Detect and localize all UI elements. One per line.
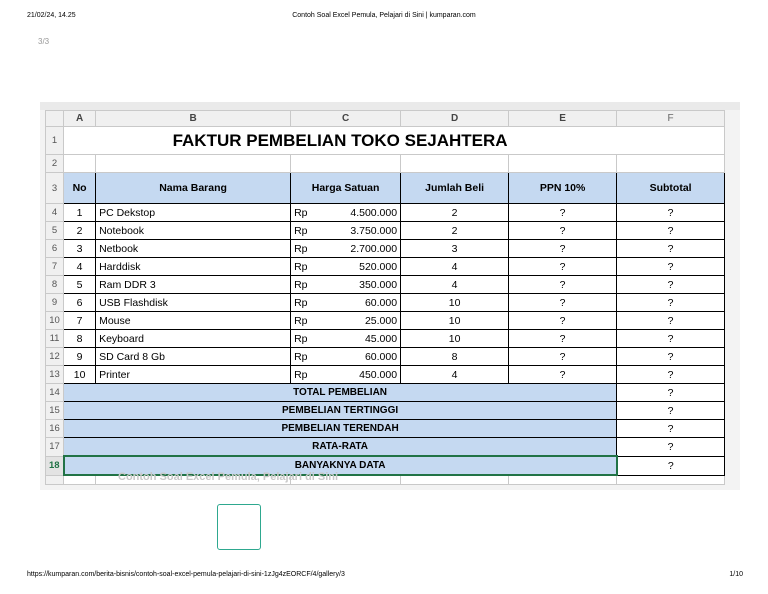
footer-page-number: 1/10 bbox=[729, 571, 743, 578]
spreadsheet-toolbar-strip bbox=[40, 102, 740, 110]
cell-quantity[interactable]: 2 bbox=[401, 222, 509, 240]
cell-no[interactable]: 9 bbox=[64, 348, 96, 366]
row-number[interactable]: 9 bbox=[46, 294, 64, 312]
table-row bbox=[46, 348, 725, 366]
invoice-spreadsheet bbox=[45, 110, 725, 485]
summary-row bbox=[46, 384, 725, 402]
cell-ppn[interactable]: ? bbox=[509, 330, 617, 348]
header-cell-ppn[interactable]: PPN 10% bbox=[509, 173, 617, 204]
cell-ppn[interactable]: ? bbox=[509, 240, 617, 258]
cell-no[interactable]: 7 bbox=[64, 312, 96, 330]
cell-no[interactable]: 5 bbox=[64, 276, 96, 294]
select-all-corner[interactable] bbox=[46, 111, 64, 127]
row-number[interactable]: 18 bbox=[46, 456, 64, 475]
cell-subtotal[interactable]: ? bbox=[617, 204, 725, 222]
summary-value[interactable]: ? bbox=[617, 420, 725, 438]
cell-item-name[interactable]: Ram DDR 3 bbox=[96, 276, 291, 294]
cell bbox=[401, 475, 509, 485]
cell-unit-price[interactable]: 60.000 bbox=[317, 348, 401, 366]
watermark-caption: Contoh Soal Excel Pemula, Pelajari di Sini bbox=[118, 471, 339, 483]
cell-ppn[interactable]: ? bbox=[509, 204, 617, 222]
cell-ppn[interactable]: ? bbox=[509, 222, 617, 240]
cell-currency[interactable]: Rp bbox=[291, 330, 317, 348]
cell-unit-price[interactable]: 60.000 bbox=[317, 294, 401, 312]
table-row bbox=[46, 276, 725, 294]
column-header[interactable]: F bbox=[617, 111, 725, 127]
summary-label[interactable]: PEMBELIAN TERTINGGI bbox=[64, 402, 617, 420]
cell-unit-price[interactable]: 45.000 bbox=[317, 330, 401, 348]
column-header[interactable]: D bbox=[401, 111, 509, 127]
cell-subtotal[interactable]: ? bbox=[617, 222, 725, 240]
cell-currency[interactable]: Rp bbox=[291, 222, 317, 240]
summary-label[interactable]: PEMBELIAN TERENDAH bbox=[64, 420, 617, 438]
cell bbox=[509, 475, 617, 485]
row-number[interactable]: 3 bbox=[46, 173, 64, 204]
table-row bbox=[46, 240, 725, 258]
cell-quantity[interactable]: 4 bbox=[401, 366, 509, 384]
cell[interactable] bbox=[617, 127, 725, 155]
cell-quantity[interactable]: 10 bbox=[401, 294, 509, 312]
summary-label[interactable]: BANYAKNYA DATA bbox=[64, 456, 617, 475]
table-row bbox=[46, 312, 725, 330]
row-number[interactable]: 10 bbox=[46, 312, 64, 330]
summary-row bbox=[46, 438, 725, 457]
cell[interactable] bbox=[64, 155, 96, 173]
cell-item-name[interactable]: Printer bbox=[96, 366, 291, 384]
cell bbox=[64, 475, 96, 485]
row-number[interactable]: 6 bbox=[46, 240, 64, 258]
header-cell-subtotal[interactable]: Subtotal bbox=[617, 173, 725, 204]
cell-unit-price[interactable]: 3.750.000 bbox=[317, 222, 401, 240]
row-number bbox=[46, 475, 64, 485]
cell-currency[interactable]: Rp bbox=[291, 348, 317, 366]
row-number[interactable]: 15 bbox=[46, 402, 64, 420]
row-number[interactable]: 8 bbox=[46, 276, 64, 294]
cell-unit-price[interactable]: 520.000 bbox=[317, 258, 401, 276]
cell-quantity[interactable]: 8 bbox=[401, 348, 509, 366]
print-date: 21/02/24, 14.25 bbox=[27, 12, 76, 19]
header-cell-name[interactable]: Nama Barang bbox=[96, 173, 291, 204]
cell-no[interactable]: 10 bbox=[64, 366, 96, 384]
row-number[interactable]: 1 bbox=[46, 127, 64, 155]
cell-unit-price[interactable]: 450.000 bbox=[317, 366, 401, 384]
cell[interactable] bbox=[291, 155, 401, 173]
column-header[interactable]: C bbox=[291, 111, 401, 127]
cell-unit-price[interactable]: 350.000 bbox=[317, 276, 401, 294]
cell-item-name[interactable]: Netbook bbox=[96, 240, 291, 258]
sheet-row bbox=[46, 155, 725, 173]
header-cell-no[interactable]: No bbox=[64, 173, 96, 204]
row-number[interactable]: 13 bbox=[46, 366, 64, 384]
table-row bbox=[46, 294, 725, 312]
column-header-row bbox=[46, 111, 725, 127]
cell-currency[interactable]: Rp bbox=[291, 294, 317, 312]
cell-item-name[interactable]: Harddisk bbox=[96, 258, 291, 276]
cell-no[interactable]: 8 bbox=[64, 330, 96, 348]
cell-currency[interactable]: Rp bbox=[291, 366, 317, 384]
gallery-counter: 3/3 bbox=[38, 37, 50, 46]
table-row bbox=[46, 330, 725, 348]
cell-no[interactable]: 2 bbox=[64, 222, 96, 240]
cell-item-name[interactable]: PC Dekstop bbox=[96, 204, 291, 222]
cell[interactable] bbox=[617, 155, 725, 173]
summary-value[interactable]: ? bbox=[617, 438, 725, 457]
table-row bbox=[46, 204, 725, 222]
cell-item-name[interactable]: SD Card 8 Gb bbox=[96, 348, 291, 366]
row-number[interactable]: 2 bbox=[46, 155, 64, 173]
header-cell-qty[interactable]: Jumlah Beli bbox=[401, 173, 509, 204]
column-header[interactable]: E bbox=[509, 111, 617, 127]
column-header[interactable]: B bbox=[96, 111, 291, 127]
cell-quantity[interactable]: 10 bbox=[401, 312, 509, 330]
cell-no[interactable]: 4 bbox=[64, 258, 96, 276]
summary-value[interactable]: ? bbox=[617, 384, 725, 402]
row-number[interactable]: 17 bbox=[46, 438, 64, 457]
cell-quantity[interactable]: 10 bbox=[401, 330, 509, 348]
cell-subtotal[interactable]: ? bbox=[617, 276, 725, 294]
cell-subtotal[interactable]: ? bbox=[617, 240, 725, 258]
cell-item-name[interactable]: Mouse bbox=[96, 312, 291, 330]
cell-item-name[interactable]: Keyboard bbox=[96, 330, 291, 348]
page-title: Contoh Soal Excel Pemula, Pelajari di Sini | kumparan.com bbox=[292, 12, 476, 19]
cell-subtotal[interactable]: ? bbox=[617, 258, 725, 276]
cell-quantity[interactable]: 4 bbox=[401, 276, 509, 294]
cell-ppn[interactable]: ? bbox=[509, 276, 617, 294]
cell-subtotal[interactable]: ? bbox=[617, 294, 725, 312]
cell-unit-price[interactable]: 25.000 bbox=[317, 312, 401, 330]
row-number[interactable]: 16 bbox=[46, 420, 64, 438]
table-row bbox=[46, 366, 725, 384]
header-cell-price[interactable]: Harga Satuan bbox=[291, 173, 401, 204]
cell[interactable] bbox=[509, 155, 617, 173]
row-number[interactable]: 14 bbox=[46, 384, 64, 402]
cell-currency[interactable]: Rp bbox=[291, 204, 317, 222]
cell bbox=[617, 475, 725, 485]
cell-quantity[interactable]: 4 bbox=[401, 258, 509, 276]
cell-unit-price[interactable]: 2.700.000 bbox=[317, 240, 401, 258]
table-row bbox=[46, 258, 725, 276]
cell-currency[interactable]: Rp bbox=[291, 312, 317, 330]
invoice-title[interactable]: FAKTUR PEMBELIAN TOKO SEJAHTERA bbox=[64, 127, 617, 155]
summary-row bbox=[46, 420, 725, 438]
cell-quantity[interactable]: 2 bbox=[401, 204, 509, 222]
cell-subtotal[interactable]: ? bbox=[617, 330, 725, 348]
cell-ppn[interactable]: ? bbox=[509, 258, 617, 276]
summary-value[interactable]: ? bbox=[617, 456, 725, 475]
cell-subtotal[interactable]: ? bbox=[617, 348, 725, 366]
cell-ppn[interactable]: ? bbox=[509, 312, 617, 330]
cell-quantity[interactable]: 3 bbox=[401, 240, 509, 258]
cell-no[interactable]: 6 bbox=[64, 294, 96, 312]
cell-ppn[interactable]: ? bbox=[509, 366, 617, 384]
summary-value[interactable]: ? bbox=[617, 402, 725, 420]
row-number[interactable]: 11 bbox=[46, 330, 64, 348]
cell-ppn[interactable]: ? bbox=[509, 348, 617, 366]
cell-ppn[interactable]: ? bbox=[509, 294, 617, 312]
column-header[interactable]: A bbox=[64, 111, 96, 127]
cell-currency[interactable]: Rp bbox=[291, 258, 317, 276]
row-number[interactable]: 4 bbox=[46, 204, 64, 222]
cell-no[interactable]: 1 bbox=[64, 204, 96, 222]
summary-label[interactable]: RATA-RATA bbox=[64, 438, 617, 457]
cell-no[interactable]: 3 bbox=[64, 240, 96, 258]
cell-subtotal[interactable]: ? bbox=[617, 312, 725, 330]
row-number[interactable]: 12 bbox=[46, 348, 64, 366]
row-number[interactable]: 5 bbox=[46, 222, 64, 240]
table-header-row bbox=[46, 173, 725, 204]
cell-item-name[interactable]: USB Flashdisk bbox=[96, 294, 291, 312]
summary-row bbox=[46, 402, 725, 420]
cell[interactable] bbox=[401, 155, 509, 173]
gallery-nav-button[interactable] bbox=[217, 504, 261, 550]
cell-currency[interactable]: Rp bbox=[291, 240, 317, 258]
summary-label[interactable]: TOTAL PEMBELIAN bbox=[64, 384, 617, 402]
row-number[interactable]: 7 bbox=[46, 258, 64, 276]
cell-item-name[interactable]: Notebook bbox=[96, 222, 291, 240]
cell[interactable] bbox=[96, 155, 291, 173]
cell-unit-price[interactable]: 4.500.000 bbox=[317, 204, 401, 222]
cell-currency[interactable]: Rp bbox=[291, 276, 317, 294]
footer-url: https://kumparan.com/berita-bisnis/contoh-soal-excel-pemula-pelajari-di-sini-1zJg4zEORCF/4/gallery/3 bbox=[27, 571, 345, 578]
cell-subtotal[interactable]: ? bbox=[617, 366, 725, 384]
table-row bbox=[46, 222, 725, 240]
sheet-row bbox=[46, 127, 725, 155]
